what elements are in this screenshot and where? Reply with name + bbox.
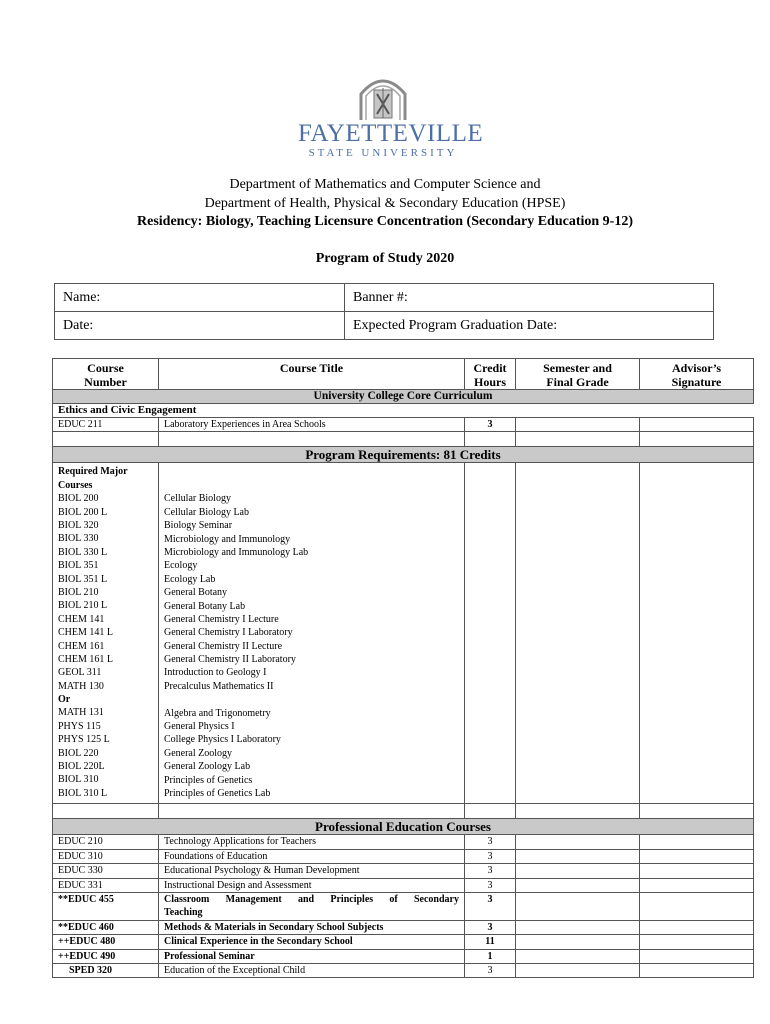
semester-cell[interactable] xyxy=(516,835,640,849)
course-number: EDUC 310 xyxy=(53,849,159,863)
signature-cell[interactable] xyxy=(640,935,754,949)
credit-hours: 3 xyxy=(465,920,516,934)
semester-cell[interactable] xyxy=(516,920,640,934)
credit-hours: 11 xyxy=(465,935,516,949)
course-number: BIOL 200 L xyxy=(58,506,108,518)
course-number: ++EDUC 490 xyxy=(53,949,159,963)
graduation-date-field[interactable]: Expected Program Graduation Date: xyxy=(345,312,714,340)
course-title: Cellular Biology xyxy=(164,493,231,505)
course-number: BIOL 220 xyxy=(58,747,99,759)
semester-cell[interactable] xyxy=(516,949,640,963)
course-number: EDUC 210 xyxy=(53,835,159,849)
semester-cell[interactable] xyxy=(516,878,640,892)
semester-cell[interactable] xyxy=(516,418,640,432)
course-title: Instructional Design and Assessment xyxy=(159,878,465,892)
logo-wordmark: FAYETTEVILLE xyxy=(298,120,484,147)
required-major-courses-block xyxy=(53,463,754,804)
course-title: General Zoology Lab xyxy=(164,761,251,773)
credit-hours: 1 xyxy=(465,949,516,963)
course-title: College Physics I Laboratory xyxy=(164,734,281,746)
course-title: General Physics I xyxy=(164,721,235,733)
course-title: Technology Applications for Teachers xyxy=(159,835,465,849)
course-title: Clinical Experience in the Secondary School xyxy=(159,935,465,949)
residency-title: Residency: Biology, Teaching Licensure Concentration (Secondary Education 9-12) xyxy=(137,214,633,229)
course-number: BIOL 351 xyxy=(58,560,99,572)
course-number: PHYS 115 xyxy=(58,720,101,732)
signature-cell[interactable] xyxy=(640,893,754,921)
course-number: **EDUC 460 xyxy=(53,920,159,934)
signature-cell[interactable] xyxy=(640,949,754,963)
course-title: Educational Psychology & Human Development xyxy=(159,864,465,878)
table-row-blank xyxy=(53,432,754,447)
university-seal-icon xyxy=(353,74,413,120)
course-number: BIOL 310 xyxy=(58,774,99,786)
course-number: CHEM 161 xyxy=(58,640,105,652)
course-title: Education of the Exceptional Child xyxy=(159,964,465,978)
course-title: General Botany Lab xyxy=(164,600,246,612)
section-professional-education: Professional Education Courses xyxy=(53,819,754,835)
signature-cell[interactable] xyxy=(640,463,754,804)
course-title: Principles of Genetics Lab xyxy=(164,788,271,799)
course-title: General Chemistry II Lecture xyxy=(164,640,283,652)
signature-cell[interactable] xyxy=(640,864,754,878)
course-number: PHYS 125 L xyxy=(58,734,110,746)
col-advisor-signature: Advisor’s Signature xyxy=(640,359,754,390)
course-title: General Botany xyxy=(164,587,228,599)
course-title-line: Teaching xyxy=(164,907,203,919)
course-number: **EDUC 455 xyxy=(53,893,159,921)
credit-hours: 3 xyxy=(465,893,516,921)
table-row xyxy=(53,935,754,949)
banner-field[interactable]: Banner #: xyxy=(345,284,714,312)
course-title: General Chemistry I Laboratory xyxy=(164,627,293,639)
signature-cell[interactable] xyxy=(640,964,754,978)
table-row xyxy=(53,893,754,921)
semester-cell[interactable] xyxy=(516,964,640,978)
course-number: EDUC 330 xyxy=(53,864,159,878)
semester-cell[interactable] xyxy=(516,849,640,863)
course-title-list xyxy=(164,492,459,800)
col-course-title: Course Title xyxy=(159,359,465,390)
course-title-line: Classroom Management and Principles of Secondary xyxy=(164,894,459,906)
course-number: MATH 130 xyxy=(58,680,104,692)
course-number: BIOL 351 L xyxy=(58,573,108,585)
signature-cell[interactable] xyxy=(640,835,754,849)
page-title: Program of Study 2020 xyxy=(315,251,455,266)
col-course-number: Course Number xyxy=(53,359,159,390)
course-number: BIOL 310 L xyxy=(58,787,108,799)
course-title: General Chemistry II Laboratory xyxy=(164,654,296,666)
course-number: BIOL 210 L xyxy=(58,600,108,612)
course-title xyxy=(164,693,459,706)
course-title: Cellular Biology Lab xyxy=(164,506,249,518)
semester-cell[interactable] xyxy=(516,893,640,921)
course-title: Introduction to Geology I xyxy=(164,667,267,679)
course-number: Or xyxy=(58,694,71,706)
course-number: GEOL 311 xyxy=(58,667,102,679)
semester-cell[interactable] xyxy=(516,935,640,949)
signature-cell[interactable] xyxy=(640,920,754,934)
course-title: Microbiology and Immunology Lab xyxy=(164,546,309,558)
table-row xyxy=(53,920,754,934)
semester-cell[interactable] xyxy=(516,864,640,878)
course-title: Algebra and Trigonometry xyxy=(164,707,271,719)
col-credit-hours: Credit Hours xyxy=(465,359,516,390)
table-row: EDUC 211 Laboratory Experiences in Area Schools 3 xyxy=(53,418,754,432)
credit-hours: 3 xyxy=(465,964,516,978)
table-row xyxy=(53,864,754,878)
course-title: Biology Seminar xyxy=(164,520,233,532)
course-number: EDUC 331 xyxy=(53,878,159,892)
semester-cell[interactable] xyxy=(516,463,640,804)
course-number: BIOL 210 xyxy=(58,586,99,598)
course-title: General Zoology xyxy=(164,747,233,759)
credit-hours: 3 xyxy=(465,849,516,863)
table-row-blank xyxy=(53,804,754,819)
program-of-study-table xyxy=(52,358,754,978)
subsection-ethics: Ethics and Civic Engagement xyxy=(53,404,754,418)
student-info-box xyxy=(54,283,714,340)
table-row xyxy=(53,849,754,863)
course-title: Ecology Lab xyxy=(164,573,216,585)
course-number: BIOL 220L xyxy=(58,761,105,773)
course-title: Precalculus Mathematics II xyxy=(164,680,274,692)
table-row xyxy=(53,835,754,849)
course-title: Microbiology and Immunology xyxy=(164,533,291,545)
credit-hours: 3 xyxy=(465,864,516,878)
university-logo xyxy=(298,74,484,174)
logo-subtitle: STATE UNIVERSITY xyxy=(308,147,458,159)
group-label: Required Major Courses xyxy=(58,466,128,491)
table-row xyxy=(53,878,754,892)
course-number: CHEM 161 L xyxy=(58,653,113,665)
course-title: Foundations of Education xyxy=(159,849,465,863)
department-line-2: Department of Health, Physical & Secondary Education (HPSE) xyxy=(204,196,566,211)
course-number: ++EDUC 480 xyxy=(53,935,159,949)
course-number: MATH 131 xyxy=(58,707,104,719)
course-number-list xyxy=(58,492,153,800)
date-field[interactable]: Date: xyxy=(55,312,345,340)
col-semester-grade: Semester and Final Grade xyxy=(516,359,640,390)
course-title: Professional Seminar xyxy=(159,949,465,963)
signature-cell[interactable] xyxy=(640,418,754,432)
course-title xyxy=(159,893,465,921)
course-number: CHEM 141 xyxy=(58,613,105,625)
name-field[interactable]: Name: xyxy=(55,284,345,312)
table-row xyxy=(53,964,754,978)
course-number: BIOL 330 L xyxy=(58,546,108,558)
signature-cell[interactable] xyxy=(640,878,754,892)
section-program-requirements: Program Requirements: 81 Credits xyxy=(53,447,754,463)
department-line-1: Department of Mathematics and Computer Science and xyxy=(229,177,541,192)
credit-hours: 3 xyxy=(465,835,516,849)
section-core-curriculum: University College Core Curriculum xyxy=(53,390,754,404)
course-title: Principles of Genetics xyxy=(164,774,253,786)
table-row xyxy=(53,949,754,963)
course-number: SPED 320 xyxy=(53,964,159,978)
signature-cell[interactable] xyxy=(640,849,754,863)
course-title: General Chemistry I Lecture xyxy=(164,613,279,625)
credit-hours: 3 xyxy=(465,878,516,892)
course-number: BIOL 200 xyxy=(58,493,99,505)
course-title: Ecology xyxy=(164,560,198,572)
course-number: CHEM 141 L xyxy=(58,627,113,639)
course-number: BIOL 320 xyxy=(58,520,99,531)
course-title: Methods & Materials in Secondary School Subjects xyxy=(159,920,465,934)
course-number: BIOL 330 xyxy=(58,533,99,545)
table-header-row xyxy=(53,359,754,390)
